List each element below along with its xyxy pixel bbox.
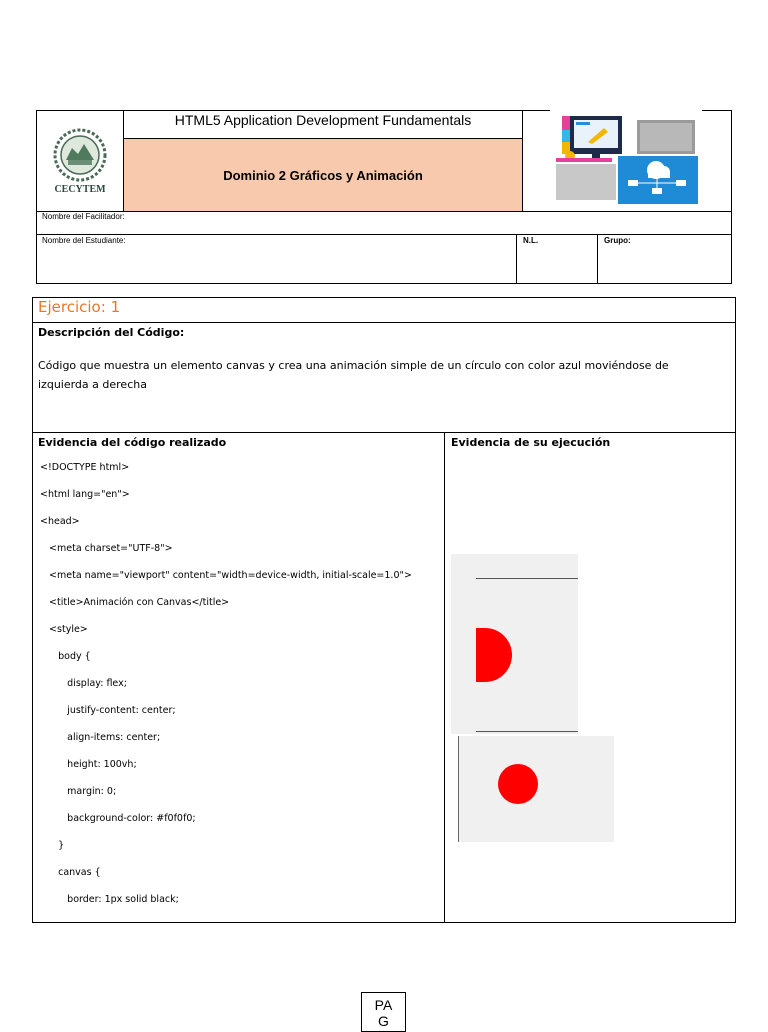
exercise-title-word: Ejercicio <box>38 298 101 316</box>
header-divider <box>516 235 517 284</box>
code-line: body { <box>40 651 91 662</box>
header-divider <box>597 235 598 284</box>
logo-text: CECYTEM <box>54 183 106 195</box>
seal-icon <box>48 128 112 182</box>
execution-screenshot-1 <box>451 554 578 734</box>
code-line: height: 100vh; <box>40 759 137 770</box>
code-line: <meta charset="UTF-8"> <box>40 543 173 554</box>
red-circle <box>498 764 538 804</box>
exercise-divider <box>444 432 445 923</box>
exercise-title <box>38 298 120 322</box>
code-line: justify-content: center; <box>40 705 176 716</box>
code-listing <box>40 462 440 917</box>
description-line: izquierda a derecha <box>38 378 147 391</box>
domain-title <box>124 139 522 211</box>
exec-heading: Evidencia de su ejecución <box>451 436 611 449</box>
exercise-number: 1 <box>110 298 121 316</box>
header-divider <box>36 211 732 212</box>
description-heading: Descripción del Código: <box>38 326 185 339</box>
code-line: <title>Animación con Canvas</title> <box>40 597 230 608</box>
facilitator-label: Nombre del Facilitador: <box>42 212 125 221</box>
header-divider <box>522 110 523 212</box>
code-line: <style> <box>40 624 88 635</box>
code-line: <html lang="en"> <box>40 489 130 500</box>
course-title: HTML5 Application Development Fundamentals <box>174 112 472 128</box>
code-heading: Evidencia del código realizado <box>38 436 227 449</box>
code-line: <head> <box>40 516 80 527</box>
header-divider <box>36 234 732 235</box>
code-line: margin: 0; <box>40 786 117 797</box>
code-line: align-items: center; <box>40 732 161 743</box>
student-label: Nombre del Estudiante: <box>42 236 126 245</box>
canvas-outside <box>451 554 476 734</box>
exercise-divider <box>32 322 736 323</box>
school-logo <box>40 116 120 206</box>
code-line: background-color: #f0f0f0; <box>40 813 196 824</box>
code-line: } <box>40 840 65 851</box>
group-label: Grupo: <box>604 236 631 245</box>
code-line: border: 1px solid black; <box>40 894 179 905</box>
page-number-box <box>361 992 406 1032</box>
code-line: <meta name="viewport" content="width=device-width, initial-scale=1.0"> <box>40 570 412 581</box>
description-line: Código que muestra un elemento canvas y crea una animación simple de un círculo con color azul moviéndose de <box>38 359 669 372</box>
execution-screenshot-2 <box>458 736 614 842</box>
exercise-title-sep: : <box>100 298 106 316</box>
web-development-icon <box>552 112 702 208</box>
header-illustration <box>552 112 702 208</box>
code-line: canvas { <box>40 867 101 878</box>
page-label-line: G <box>378 1013 389 1029</box>
domain-title-text: Dominio 2 Gráficos y Animación <box>223 167 423 183</box>
page-label-line: PA <box>374 997 393 1013</box>
code-line: <!DOCTYPE html> <box>40 462 130 473</box>
code-line: display: flex; <box>40 678 127 689</box>
nl-label: N.L. <box>523 236 539 245</box>
description-text <box>38 356 718 394</box>
exercise-divider <box>32 432 736 433</box>
canvas-left-edge <box>458 736 459 842</box>
